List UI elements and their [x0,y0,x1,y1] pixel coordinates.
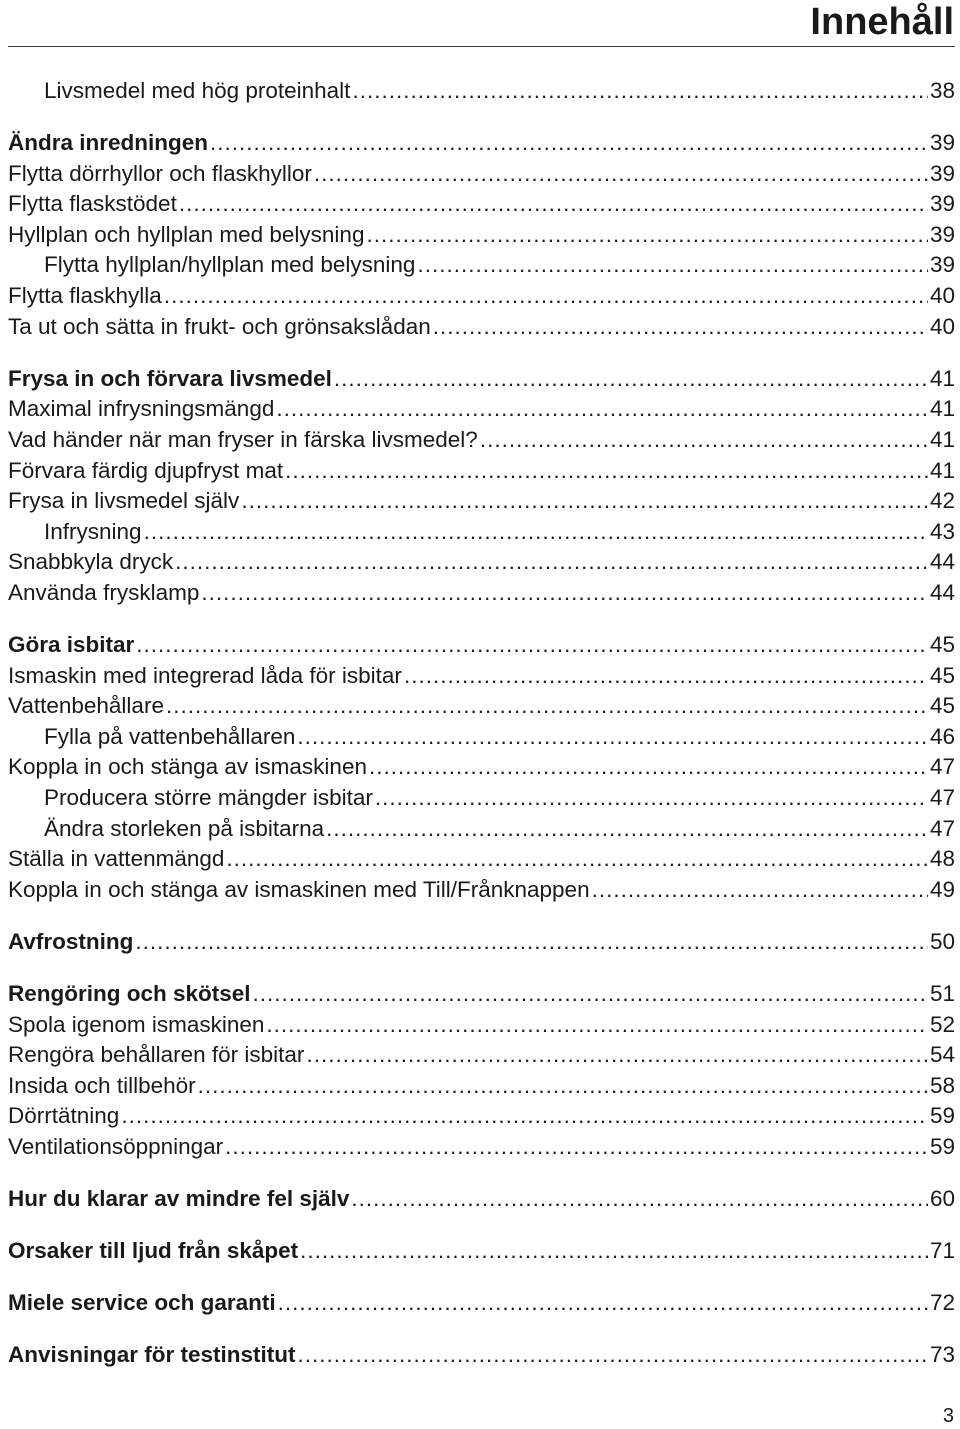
toc-entry-page: 39 [929,191,955,217]
toc-entry-page: 40 [929,283,955,309]
toc-dot-leader [298,1340,928,1371]
toc-dot-leader [135,927,928,958]
toc-entry-title: Vattenbehållare [8,693,164,719]
table-of-contents [8,76,955,1371]
toc-dot-leader [278,1288,928,1319]
toc-entry-title: Förvara färdig djupfryst mat [8,457,284,483]
toc-dot-leader [166,691,928,722]
toc-entry-page: 48 [929,846,955,872]
toc-entry-title: Ventilationsöppningar [8,1133,224,1159]
toc-entry-page: 38 [929,78,955,103]
toc-entry-page: 47 [929,784,955,810]
toc-dot-leader [276,394,928,425]
toc-entry[interactable] [8,456,955,487]
toc-entry[interactable] [8,486,955,517]
toc-entry-page: 47 [929,815,955,841]
toc-entry[interactable] [8,927,955,958]
toc-entry[interactable] [8,1040,955,1071]
toc-entry-title: Insida och tillbehör [8,1072,196,1098]
toc-entry-title: Vad händer när man fryser in färska livsmedel? [8,426,478,452]
toc-entry[interactable] [8,1184,955,1215]
toc-entry[interactable] [8,1071,955,1102]
toc-dot-leader [314,159,928,190]
toc-entry-title: Ändra inredningen [8,130,209,156]
toc-entry-page: 52 [929,1011,955,1037]
toc-dot-leader [297,722,928,753]
toc-entry-page: 45 [929,693,955,719]
toc-entry[interactable] [8,979,955,1010]
toc-entry-title: Spola igenom ismaskinen [8,1011,265,1037]
toc-entry[interactable] [8,875,955,906]
toc-entry-page: 49 [929,876,955,902]
toc-dot-leader [306,1040,928,1071]
toc-entry-page: 39 [929,130,955,156]
toc-entry[interactable] [8,425,955,456]
toc-entry-page: 40 [929,313,955,339]
toc-entry[interactable] [8,661,955,692]
toc-dot-leader [375,783,928,814]
toc-entry-title: Avfrostning [8,928,134,954]
toc-entry[interactable] [8,394,955,425]
toc-dot-leader [144,517,928,548]
toc-entry-page: 73 [929,1342,955,1368]
toc-entry-page: 54 [929,1042,955,1068]
toc-dot-leader [179,189,928,220]
toc-entry[interactable] [8,547,955,578]
toc-entry-title: Fylla på vattenbehållaren [44,723,296,749]
toc-dot-leader [326,814,928,845]
toc-entry-page: 58 [929,1072,955,1098]
toc-entry-title: Miele service och garanti [8,1290,276,1316]
toc-entry[interactable] [8,783,955,814]
toc-entry[interactable] [8,752,955,783]
toc-entry-title: Rengöra behållaren för isbitar [8,1042,305,1068]
toc-entry[interactable] [8,1340,955,1371]
toc-entry-title: Frysa in livsmedel själv [8,488,240,514]
toc-entry-title: Livsmedel med hög proteinhalt [44,78,351,103]
toc-dot-leader [164,281,928,312]
toc-entry-page: 71 [929,1238,955,1264]
toc-entry-page: 47 [929,754,955,780]
toc-entry[interactable] [8,630,955,661]
toc-entry-page: 44 [929,579,955,605]
toc-dot-leader [241,486,928,517]
toc-entry-title: Koppla in och stänga av ismaskinen med Till/Frånknappen [8,876,590,902]
toc-dot-leader [253,979,928,1010]
toc-entry-page: 42 [929,488,955,514]
toc-entry[interactable] [8,364,955,395]
toc-entry-page: 41 [929,396,955,422]
toc-dot-leader [592,875,928,906]
toc-entry[interactable] [8,722,955,753]
toc-dot-leader [351,1184,928,1215]
toc-entry-title: Ändra storleken på isbitarna [44,815,325,841]
toc-entry-title: Koppla in och stänga av ismaskinen [8,754,367,780]
toc-dot-leader [334,364,928,395]
toc-entry[interactable] [8,1101,955,1132]
toc-entry-page: 51 [929,980,955,1006]
toc-dot-leader [226,844,928,875]
toc-entry[interactable] [8,844,955,875]
toc-entry-title: Orsaker till ljud från skåpet [8,1238,299,1264]
toc-dot-leader [433,312,928,343]
toc-entry-title: Flytta flaskstödet [8,191,177,217]
toc-entry[interactable] [8,250,955,281]
toc-dot-leader [352,76,928,107]
toc-entry[interactable] [8,220,955,251]
toc-entry-title: Anvisningar för testinstitut [8,1342,296,1368]
toc-entry-title: Snabbkyla dryck [8,549,174,575]
toc-entry[interactable] [8,691,955,722]
toc-entry[interactable] [8,517,955,548]
toc-entry-title: Ismaskin med integrerad låda för isbitar [8,662,402,688]
toc-entry-page: 59 [929,1103,955,1129]
toc-dot-leader [201,578,928,609]
toc-entry[interactable] [8,189,955,220]
toc-dot-leader [404,661,928,692]
toc-dot-leader [210,128,928,159]
toc-entry-title: Flytta dörrhyllor och flaskhyllor [8,160,312,186]
page-number: 3 [942,1405,954,1427]
toc-entry-page: 43 [929,518,955,544]
toc-dot-leader [369,752,928,783]
toc-entry-page: 44 [929,549,955,575]
page-title: Innehåll [810,1,954,43]
toc-entry-title: Producera större mängder isbitar [44,784,373,810]
toc-entry[interactable] [8,578,955,609]
toc-entry-title: Rengöring och skötsel [8,980,251,1006]
toc-entry[interactable] [8,76,955,107]
toc-entry[interactable] [8,159,955,190]
toc-entry-page: 41 [929,457,955,483]
toc-entry[interactable] [8,814,955,845]
toc-entry-title: Hyllplan och hyllplan med belysning [8,221,365,247]
toc-dot-leader [285,456,928,487]
toc-entry-title: Flytta hyllplan/hyllplan med belysning [44,252,416,278]
toc-entry-page: 45 [929,632,955,657]
toc-entry-title: Ställa in vattenmängd [8,846,225,872]
toc-entry-title: Frysa in och förvara livsmedel [8,365,332,391]
toc-dot-leader [480,425,928,456]
toc-dot-leader [300,1236,928,1267]
toc-entry-page: 60 [929,1186,955,1211]
toc-dot-leader [417,250,928,281]
toc-entry-title: Infrysning [44,518,142,544]
toc-entry-title: Använda frysklamp [8,579,200,605]
toc-entry-page: 45 [929,662,955,688]
toc-entry-page: 50 [929,928,955,954]
toc-entry-title: Ta ut och sätta in frukt- och grönsakslådan [8,313,431,339]
toc-entry[interactable] [8,1236,955,1267]
toc-dot-leader [225,1132,928,1163]
toc-dot-leader [366,220,928,251]
toc-entry-page: 72 [929,1290,955,1316]
header-divider [8,46,955,47]
toc-entry[interactable] [8,281,955,312]
toc-dot-leader [121,1101,928,1132]
toc-entry-page: 41 [929,426,955,452]
toc-dot-leader [175,547,928,578]
toc-entry-title: Göra isbitar [8,632,135,657]
toc-entry-page: 39 [929,160,955,186]
toc-entry[interactable] [8,312,955,343]
toc-dot-leader [136,630,928,661]
toc-entry[interactable] [8,128,955,159]
toc-dot-leader [266,1010,928,1041]
toc-entry[interactable] [8,1010,955,1041]
toc-entry[interactable] [8,1288,955,1319]
toc-entry-page: 41 [929,365,955,391]
toc-entry-title: Maximal infrysningsmängd [8,396,275,422]
toc-entry-title: Flytta flaskhylla [8,283,162,309]
toc-dot-leader [198,1071,928,1102]
toc-entry[interactable] [8,1132,955,1163]
toc-entry-page: 46 [929,723,955,749]
toc-entry-title: Dörrtätning [8,1103,120,1129]
toc-entry-page: 39 [929,252,955,278]
toc-entry-page: 39 [929,221,955,247]
toc-entry-title: Hur du klarar av mindre fel själv [8,1186,350,1211]
toc-entry-page: 59 [929,1133,955,1159]
